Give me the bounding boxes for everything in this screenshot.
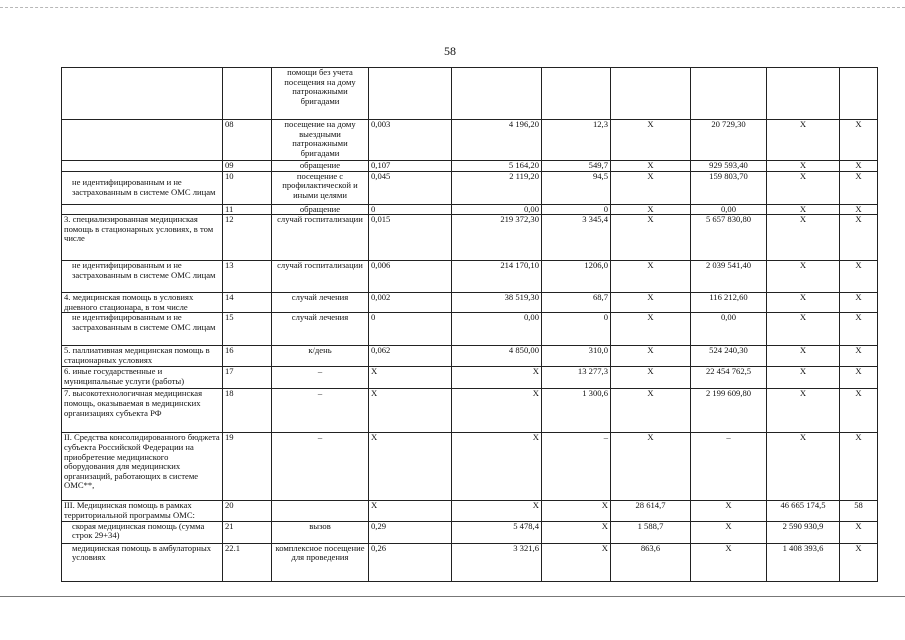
cell-c5: 0,00	[452, 204, 542, 215]
cell-c5: X	[452, 501, 542, 521]
cell-name: II. Средства консолидированного бюджета субъекта Российской Федерации на приобретение медицинского оборудования для медицинских организаций, работающих в системе ОМС**,	[62, 433, 223, 501]
cell-name: 3. специализированная медицинская помощь в стационарных условиях, в том числе	[62, 215, 223, 261]
cell-c9: X	[767, 313, 840, 346]
cell-c7: X	[611, 293, 691, 313]
cell-c8: 2 039 541,40	[691, 261, 767, 293]
cell-name: не идентифицированным и не застрахованным в системе ОМС лицам	[62, 171, 223, 204]
cell-c7: X	[611, 367, 691, 389]
table-row	[62, 293, 878, 313]
cell-name: 6. иные государственные и муниципальные услуги (работы)	[62, 367, 223, 389]
cell-c9: X	[767, 346, 840, 367]
cell-c4: X	[369, 501, 452, 521]
cell-name: III. Медицинская помощь в рамках территориальной программы ОМС:	[62, 501, 223, 521]
cell-c6: 549,7	[542, 161, 611, 172]
cell-unit: случай лечения	[272, 313, 369, 346]
cell-c4: X	[369, 433, 452, 501]
cell-c7: 863,6	[611, 543, 691, 581]
cell-c9: X	[767, 433, 840, 501]
cell-c9: X	[767, 367, 840, 389]
cell-c10: X	[840, 204, 878, 215]
table-row	[62, 433, 878, 501]
cell-name	[62, 68, 223, 120]
cell-c9: X	[767, 293, 840, 313]
cell-c4: 0,002	[369, 293, 452, 313]
cell-name	[62, 204, 223, 215]
table-row	[62, 161, 878, 172]
scan-bottom-edge	[0, 596, 905, 597]
cell-c5: X	[452, 433, 542, 501]
cell-line: 09	[223, 161, 272, 172]
cell-c8: X	[691, 521, 767, 543]
cell-c7: X	[611, 346, 691, 367]
cell-c7: X	[611, 161, 691, 172]
cell-c6: –	[542, 433, 611, 501]
cell-c5: 3 321,6	[452, 543, 542, 581]
cell-name: не идентифицированным и не застрахованным в системе ОМС лицам	[62, 313, 223, 346]
cell-c9: X	[767, 204, 840, 215]
cell-c6: X	[542, 543, 611, 581]
cell-unit	[272, 501, 369, 521]
cell-name: не идентифицированным и не застрахованным в системе ОМС лицам	[62, 261, 223, 293]
cell-unit: обращение	[272, 161, 369, 172]
cell-line: 11	[223, 204, 272, 215]
cell-c7: X	[611, 215, 691, 261]
program-financing-table	[61, 67, 878, 582]
cell-c4: 0,003	[369, 120, 452, 161]
cell-c8: 159 803,70	[691, 171, 767, 204]
cell-c7: X	[611, 204, 691, 215]
cell-c10: X	[840, 367, 878, 389]
table-row	[62, 204, 878, 215]
cell-unit: –	[272, 433, 369, 501]
cell-name: скорая медицинская помощь (сумма строк 29+34)	[62, 521, 223, 543]
cell-c6: X	[542, 501, 611, 521]
cell-c9: X	[767, 161, 840, 172]
cell-c8	[691, 68, 767, 120]
cell-c5	[452, 68, 542, 120]
cell-c6: 1 300,6	[542, 389, 611, 433]
cell-c7: X	[611, 433, 691, 501]
cell-line: 21	[223, 521, 272, 543]
cell-line: 14	[223, 293, 272, 313]
cell-unit: комплексное посещение для проведения	[272, 543, 369, 581]
cell-line: 22.1	[223, 543, 272, 581]
cell-c10: X	[840, 261, 878, 293]
cell-c6: 94,5	[542, 171, 611, 204]
cell-c8: 0,00	[691, 204, 767, 215]
cell-unit: –	[272, 367, 369, 389]
cell-line: 08	[223, 120, 272, 161]
cell-unit: посещение с профилактической и иными целями	[272, 171, 369, 204]
cell-c4: 0,29	[369, 521, 452, 543]
cell-c8: 116 212,60	[691, 293, 767, 313]
cell-name	[62, 161, 223, 172]
cell-name: медицинская помощь в амбулаторных условиях	[62, 543, 223, 581]
cell-unit: посещение на дому выездными патронажными бригадами	[272, 120, 369, 161]
cell-c7: X	[611, 261, 691, 293]
cell-c5: 5 478,4	[452, 521, 542, 543]
cell-c9: X	[767, 171, 840, 204]
table-row	[62, 346, 878, 367]
cell-c8: X	[691, 543, 767, 581]
cell-line: 19	[223, 433, 272, 501]
cell-c9: X	[767, 120, 840, 161]
cell-c6: X	[542, 521, 611, 543]
cell-c5: X	[452, 389, 542, 433]
cell-line: 12	[223, 215, 272, 261]
cell-unit: вызов	[272, 521, 369, 543]
cell-c5: 0,00	[452, 313, 542, 346]
scan-top-edge	[0, 7, 905, 8]
cell-c4: 0,015	[369, 215, 452, 261]
table-row	[62, 543, 878, 581]
table-row	[62, 261, 878, 293]
cell-c9: X	[767, 389, 840, 433]
cell-c7: X	[611, 120, 691, 161]
cell-name: 4. медицинская помощь в условиях дневного стационара, в том числе	[62, 293, 223, 313]
cell-c4: X	[369, 367, 452, 389]
cell-c10: X	[840, 389, 878, 433]
cell-c9: X	[767, 215, 840, 261]
cell-c7: X	[611, 389, 691, 433]
cell-unit: случай госпитализации	[272, 261, 369, 293]
cell-line: 17	[223, 367, 272, 389]
cell-c6: 13 277,3	[542, 367, 611, 389]
cell-c8: 524 240,30	[691, 346, 767, 367]
table-row	[62, 367, 878, 389]
cell-c8: 22 454 762,5	[691, 367, 767, 389]
cell-c5: 214 170,10	[452, 261, 542, 293]
cell-c4: 0,006	[369, 261, 452, 293]
cell-c6: 1206,0	[542, 261, 611, 293]
cell-unit: к/день	[272, 346, 369, 367]
cell-c9: 1 408 393,6	[767, 543, 840, 581]
cell-c4: 0,045	[369, 171, 452, 204]
cell-c6	[542, 68, 611, 120]
table-row	[62, 521, 878, 543]
cell-c10: X	[840, 543, 878, 581]
cell-c6: 0	[542, 313, 611, 346]
table-row	[62, 501, 878, 521]
cell-c10: X	[840, 293, 878, 313]
cell-c5: X	[452, 367, 542, 389]
cell-c10: X	[840, 313, 878, 346]
table-row	[62, 68, 878, 120]
cell-c8: 20 729,30	[691, 120, 767, 161]
cell-c9: X	[767, 261, 840, 293]
cell-unit: случай госпитализации	[272, 215, 369, 261]
cell-name: 7. высокотехнологичная медицинская помощь, оказываемая в медицинских организациях субъекта РФ	[62, 389, 223, 433]
cell-c9: 46 665 174,5	[767, 501, 840, 521]
cell-line: 20	[223, 501, 272, 521]
cell-c7: X	[611, 171, 691, 204]
cell-unit: помощи без учета посещения на дому патронажными бригадами	[272, 68, 369, 120]
cell-c10: X	[840, 161, 878, 172]
cell-c6: 68,7	[542, 293, 611, 313]
cell-c10: X	[840, 215, 878, 261]
cell-c8: 2 199 609,80	[691, 389, 767, 433]
cell-c7: X	[611, 313, 691, 346]
cell-line: 13	[223, 261, 272, 293]
cell-c10	[840, 68, 878, 120]
table-row	[62, 313, 878, 346]
cell-c8: 5 657 830,80	[691, 215, 767, 261]
cell-c6: 0	[542, 204, 611, 215]
cell-c8: 0,00	[691, 313, 767, 346]
cell-c6: 310,0	[542, 346, 611, 367]
cell-c4: 0,107	[369, 161, 452, 172]
cell-c10: X	[840, 433, 878, 501]
cell-c4: 0	[369, 204, 452, 215]
table-row	[62, 389, 878, 433]
cell-c10: X	[840, 120, 878, 161]
page-number: 58	[444, 44, 456, 58]
cell-c9: 2 590 930,9	[767, 521, 840, 543]
cell-c6: 3 345,4	[542, 215, 611, 261]
cell-c10: X	[840, 346, 878, 367]
cell-c8: 929 593,40	[691, 161, 767, 172]
table-row	[62, 171, 878, 204]
cell-unit: обращение	[272, 204, 369, 215]
cell-c4: 0,26	[369, 543, 452, 581]
cell-c4	[369, 68, 452, 120]
cell-line: 16	[223, 346, 272, 367]
cell-c4: X	[369, 389, 452, 433]
cell-c5: 2 119,20	[452, 171, 542, 204]
cell-c5: 4 196,20	[452, 120, 542, 161]
cell-c8: X	[691, 501, 767, 521]
cell-c9	[767, 68, 840, 120]
cell-unit: –	[272, 389, 369, 433]
cell-c5: 5 164,20	[452, 161, 542, 172]
cell-c5: 38 519,30	[452, 293, 542, 313]
cell-c7	[611, 68, 691, 120]
cell-c6: 12,3	[542, 120, 611, 161]
cell-line: 10	[223, 171, 272, 204]
cell-c4: 0	[369, 313, 452, 346]
cell-c8: –	[691, 433, 767, 501]
cell-c10: 58	[840, 501, 878, 521]
cell-c10: X	[840, 171, 878, 204]
cell-name	[62, 120, 223, 161]
cell-c5: 4 850,00	[452, 346, 542, 367]
cell-c5: 219 372,30	[452, 215, 542, 261]
cell-unit: случай лечения	[272, 293, 369, 313]
cell-c4: 0,062	[369, 346, 452, 367]
table-row	[62, 215, 878, 261]
cell-line	[223, 68, 272, 120]
cell-c7: 1 588,7	[611, 521, 691, 543]
cell-line: 15	[223, 313, 272, 346]
cell-line: 18	[223, 389, 272, 433]
table-row	[62, 120, 878, 161]
cell-c10: X	[840, 521, 878, 543]
cell-name: 5. паллиативная медицинская помощь в стационарных условиях	[62, 346, 223, 367]
cell-c7: 28 614,7	[611, 501, 691, 521]
